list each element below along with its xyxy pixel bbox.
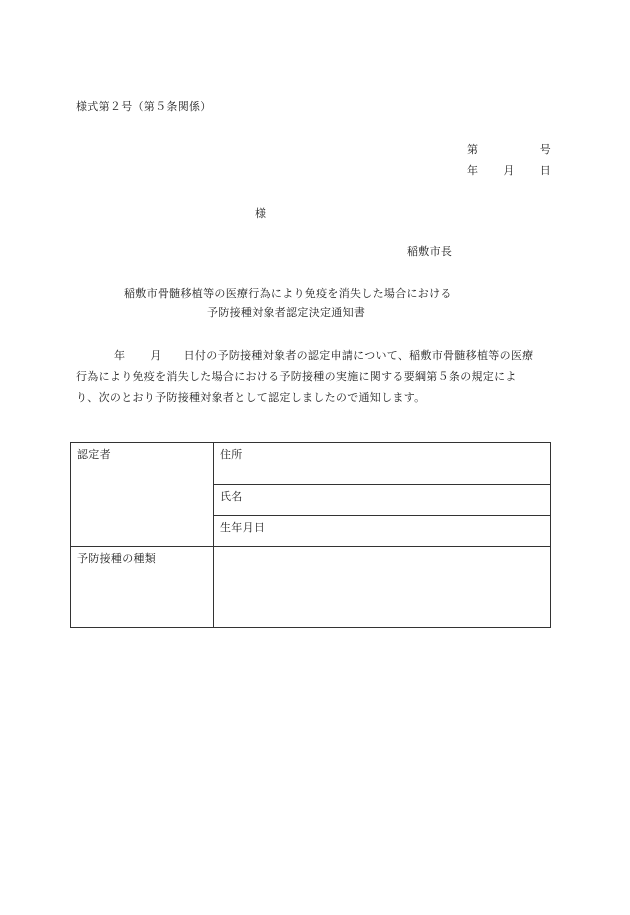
body-year: 年: [114, 349, 126, 362]
birthdate-label: 生年月日: [220, 521, 266, 534]
document-title-line1: 稲敷市骨髄移植等の医療行為により免疫を消失した場合における: [124, 287, 452, 300]
body-month: 月: [150, 349, 162, 362]
date-day: 日: [539, 164, 551, 177]
birthdate-field: [214, 516, 551, 547]
document-number-suffix: 号: [539, 143, 551, 156]
name-field: [214, 485, 551, 516]
document-number-prefix: 第: [467, 143, 479, 156]
notice-body-line2: 行為により免疫を消失した場合における予防接種の実施に関する要綱第５条の規定によ: [76, 370, 517, 383]
document-date-line: [467, 162, 551, 178]
certification-table: [70, 442, 551, 628]
date-year: 年: [467, 164, 479, 177]
issuer: 稲敷市長: [407, 245, 453, 258]
notice-body-line3: り、次のとおり予防接種対象者として認定しましたので通知します。: [76, 391, 426, 404]
addressee-suffix: 様: [255, 207, 267, 220]
certified-person-label: 認定者: [71, 443, 214, 547]
vaccine-type-label: 予防接種の種類: [71, 547, 214, 628]
document-number-line: [467, 141, 551, 157]
notice-body-line1: [76, 345, 572, 366]
notice-body: [76, 345, 572, 408]
body-line1-rest: 日付の予防接種対象者の認定申請について、稲敷市骨髄移植等の医療: [183, 349, 534, 362]
vaccine-type-field: [214, 547, 551, 628]
address-label: 住所: [220, 448, 243, 461]
address-field: [214, 443, 551, 485]
form-number: 様式第２号（第５条関係）: [76, 100, 212, 113]
name-label: 氏名: [220, 490, 243, 503]
date-month: 月: [503, 164, 515, 177]
document-title-line2: 予防接種対象者認定決定通知書: [207, 306, 366, 319]
